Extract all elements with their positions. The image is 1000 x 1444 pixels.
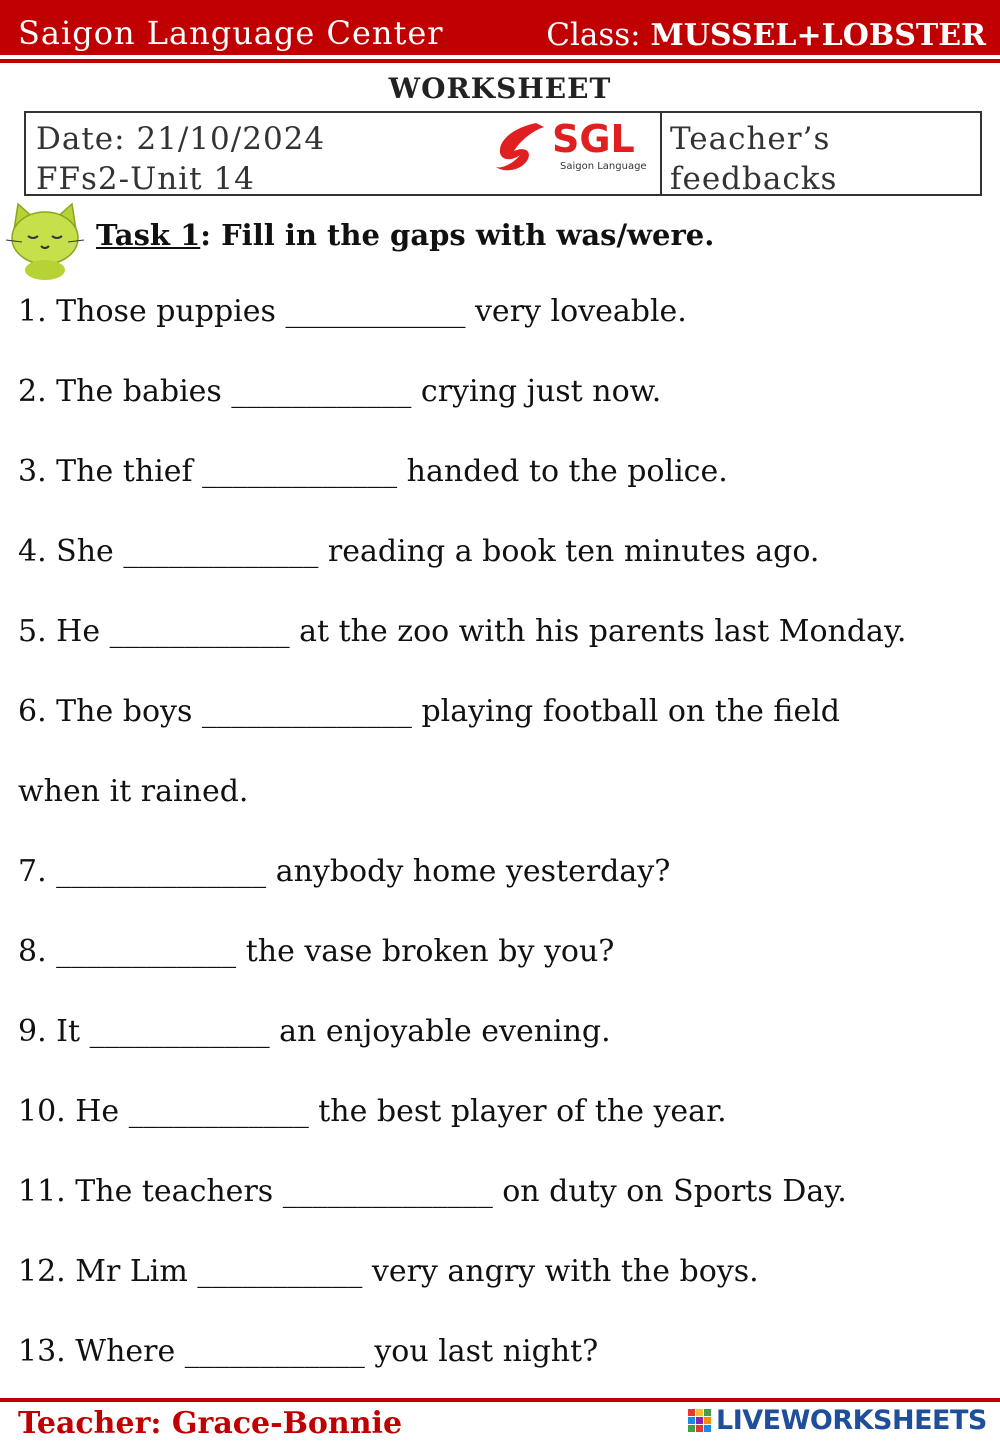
question-8: 8. ____________ the vase broken by you? [18,934,615,969]
question-4: 4. She _____________ reading a book ten minutes ago. [18,534,820,569]
class-info [546,17,986,53]
feedback-line-2: feedbacks [670,161,838,197]
info-left [36,119,325,199]
worksheet-title: WORKSHEET [388,72,612,105]
cat-icon [4,200,86,280]
info-box [24,111,982,196]
question-13: 13. Where ____________ you last night? [18,1334,599,1369]
liveworksheets-grid-icon [688,1409,712,1437]
question-3: 3. The thief _____________ handed to the police. [18,454,728,489]
task-instruction: : Fill in the gaps with was/were. [200,218,715,252]
teacher-name: Teacher: Grace-Bonnie [18,1406,403,1441]
task-title [96,218,714,252]
question-11: 11. The teachers ______________ on duty on Sports Day. [18,1174,847,1209]
sgl-swoosh-icon [492,117,552,177]
unit-text: FFs2-Unit 14 [36,161,255,197]
task-label: Task 1 [96,218,201,252]
liveworksheets-logo [688,1405,988,1437]
footer-divider [0,1398,1000,1402]
sgl-logo [492,117,652,181]
question-9: 9. It ____________ an enjoyable evening. [18,1014,611,1049]
question-6: 6. The boys ______________ playing football on the field [18,694,840,729]
info-divider [660,113,662,194]
liveworksheets-text: LIVEWORKSHEETS [716,1405,987,1436]
center-name: Saigon Language Center [18,14,444,52]
question-7: 7. ______________ anybody home yesterday? [18,854,671,889]
feedback-line-1: Teacher’s [670,121,831,157]
question-10: 10. He ____________ the best player of the year. [18,1094,727,1129]
question-5: 5. He ____________ at the zoo with his parents last Monday. [18,614,907,649]
question-6-continued: when it rained. [18,774,249,809]
date-text: Date: 21/10/2024 [36,121,326,157]
logo-subtext: Saigon Language [560,161,647,172]
question-12: 12. Mr Lim ___________ very angry with the boys. [18,1254,759,1289]
logo-text: SGL [552,117,635,161]
class-value: MUSSEL+LOBSTER [650,18,986,53]
feedback-cell [670,119,837,199]
question-2: 2. The babies ____________ crying just now. [18,374,662,409]
header-bar [0,0,1000,55]
header-divider [0,59,1000,63]
question-1: 1. Those puppies ____________ very loveable. [18,294,687,329]
class-label: Class: [546,17,641,53]
